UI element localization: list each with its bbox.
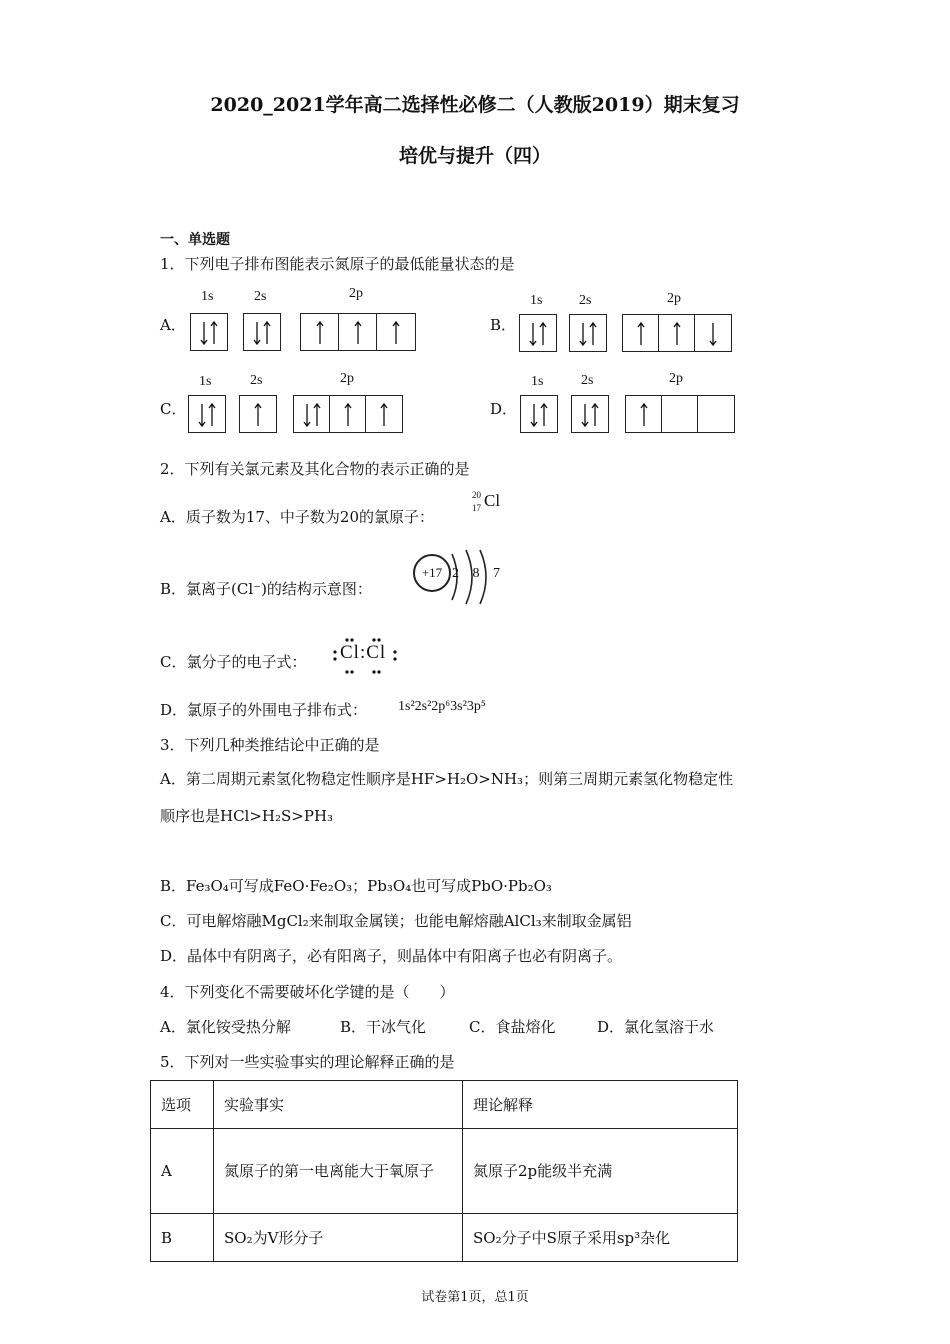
- q2-option-d: D．氯原子的外围电子排布式：: [160, 701, 368, 719]
- q1-c-2p-box: [293, 395, 403, 433]
- q2-d-config: 1s²2s²2p⁶3s²3p⁵: [398, 699, 486, 714]
- q2-c-lone-pair-dots: [330, 636, 400, 676]
- q1-option-a-label: A．: [160, 316, 186, 334]
- q3-option-b: B．Fe₃O₄可写成FeO·Fe₂O₃；Pb₃O₄也可写成PbO·Pb₂O₃: [160, 877, 552, 895]
- q5-stem: 5．下列对一些实验事实的理论解释正确的是: [160, 1053, 455, 1071]
- q1-c-1s-box: [188, 395, 226, 433]
- orbital-pair-cell: [520, 315, 556, 351]
- q2-stem: 2．下列有关氯元素及其化合物的表示正确的是: [160, 460, 470, 478]
- q2-option-a: A．质子数为17、中子数为20的氯原子：: [160, 508, 435, 526]
- q1-d-1s-box: [520, 395, 558, 433]
- q4-option-b: B．干冰气化: [340, 1018, 427, 1036]
- q3-option-a-line2: 顺序也是HCl>H₂S>PH₃: [160, 807, 334, 825]
- q1-a-1s-label: 1s: [201, 289, 214, 304]
- q1-option-c-label: C．: [160, 400, 187, 418]
- q1-c-2p-label: 2p: [340, 371, 354, 386]
- table-cell: B: [151, 1214, 214, 1262]
- q1-option-b-label: B．: [490, 316, 517, 334]
- table-row: [151, 1214, 738, 1262]
- q2-b-nucleus-circle: +17: [413, 554, 451, 592]
- q1-b-1s-box: [519, 314, 557, 352]
- q1-d-1s-label: 1s: [531, 374, 544, 389]
- table-header-cell: 理论解释: [463, 1081, 738, 1129]
- q1-a-2s-box: [243, 313, 281, 351]
- q1-b-2p-box: [622, 314, 732, 352]
- q1-d-2p-box: [625, 395, 735, 433]
- orbital-pair-cell: [244, 314, 280, 350]
- q3-stem: 3．下列几种类推结论中正确的是: [160, 736, 380, 754]
- q3-option-d: D．晶体中有阴离子，必有阳离子，则晶体中有阳离子也必有阴离子。: [160, 947, 623, 965]
- q1-option-d-label: D．: [490, 400, 518, 418]
- q1-a-1s-box: [190, 313, 228, 351]
- orbital-up-cell: [623, 315, 659, 351]
- q3-option-c: C．可电解熔融MgCl₂来制取金属镁；也能电解熔融AlCl₃来制取金属铝: [160, 912, 632, 930]
- page-footer: 试卷第1页，总1页: [421, 1290, 529, 1305]
- orbital-up-cell: [626, 396, 662, 432]
- q2-option-b: B．氯离子(Cl⁻)的结构示意图：: [160, 580, 372, 598]
- table-cell: SO₂分子中S原子采用sp³杂化: [463, 1214, 738, 1262]
- q5-table: [150, 1080, 738, 1262]
- q1-a-2p-label: 2p: [349, 286, 363, 301]
- q1-b-2p-label: 2p: [667, 291, 681, 306]
- orbital-pair-cell: [189, 396, 225, 432]
- q1-d-2s-label: 2s: [581, 373, 594, 388]
- q4-option-a: A．氯化铵受热分解: [160, 1018, 291, 1036]
- q1-c-1s-label: 1s: [199, 374, 212, 389]
- q2-b-shell-numbers: 2 8 7: [452, 566, 505, 581]
- orbital-empty-cell: [698, 396, 734, 432]
- orbital-up-cell: [339, 314, 377, 350]
- orbital-pair-cell: [191, 314, 227, 350]
- section-heading: 一、单选题: [160, 232, 230, 248]
- orbital-up-cell: [366, 396, 402, 432]
- q2-option-c: C．氯分子的电子式：: [160, 653, 307, 671]
- orbital-pair-cell: [570, 315, 606, 351]
- q2-a-mass-number: 20: [472, 490, 481, 500]
- page-title-line1: 2020_2021学年高二选择性必修二（人教版2019）期末复习: [210, 94, 740, 116]
- q1-c-2s-label: 2s: [250, 373, 263, 388]
- q4-option-c: C．食盐熔化: [469, 1018, 556, 1036]
- table-cell: SO₂为V形分子: [214, 1214, 463, 1262]
- orbital-pair-cell: [294, 396, 330, 432]
- q1-c-2s-box: [239, 395, 277, 433]
- orbital-pair-cell: [572, 396, 608, 432]
- page-title-line2: 培优与提升（四）: [398, 145, 551, 167]
- q1-a-2s-label: 2s: [254, 289, 267, 304]
- q1-stem: 1．下列电子排布图能表示氮原子的最低能量状态的是: [160, 255, 515, 273]
- q1-a-2p-box: [300, 313, 416, 351]
- q1-b-2s-label: 2s: [579, 293, 592, 308]
- q4-option-d: D．氯化氢溶于水: [597, 1018, 715, 1036]
- q1-d-2p-label: 2p: [669, 371, 683, 386]
- orbital-up-cell: [240, 396, 276, 432]
- orbital-empty-cell: [662, 396, 698, 432]
- table-row: [151, 1129, 738, 1214]
- q2-a-symbol: Cl: [484, 491, 501, 510]
- q2-c-electron-formula: Cl:Cl: [340, 642, 387, 663]
- table-header-cell: 实验事实: [214, 1081, 463, 1129]
- orbital-down-cell: [695, 315, 731, 351]
- orbital-up-cell: [659, 315, 695, 351]
- table-header-row: [151, 1081, 738, 1129]
- orbital-pair-cell: [521, 396, 557, 432]
- orbital-up-cell: [330, 396, 366, 432]
- orbital-up-cell: [301, 314, 339, 350]
- q1-b-1s-label: 1s: [530, 293, 543, 308]
- q3-option-a-line1: A．第二周期元素氢化物稳定性顺序是HF>H₂O>NH₃；则第三周期元素氢化物稳定性: [160, 770, 734, 788]
- table-cell: 氮原子的第一电离能大于氧原子: [214, 1129, 463, 1214]
- table-cell: 氮原子2p能级半充满: [463, 1129, 738, 1214]
- q2-a-atomic-number: 17: [472, 503, 481, 513]
- table-header-cell: 选项: [151, 1081, 214, 1129]
- q1-b-2s-box: [569, 314, 607, 352]
- q1-d-2s-box: [571, 395, 609, 433]
- orbital-up-cell: [377, 314, 415, 350]
- q4-stem: 4．下列变化不需要破坏化学键的是（ ）: [160, 983, 455, 1001]
- table-cell: A: [151, 1129, 214, 1214]
